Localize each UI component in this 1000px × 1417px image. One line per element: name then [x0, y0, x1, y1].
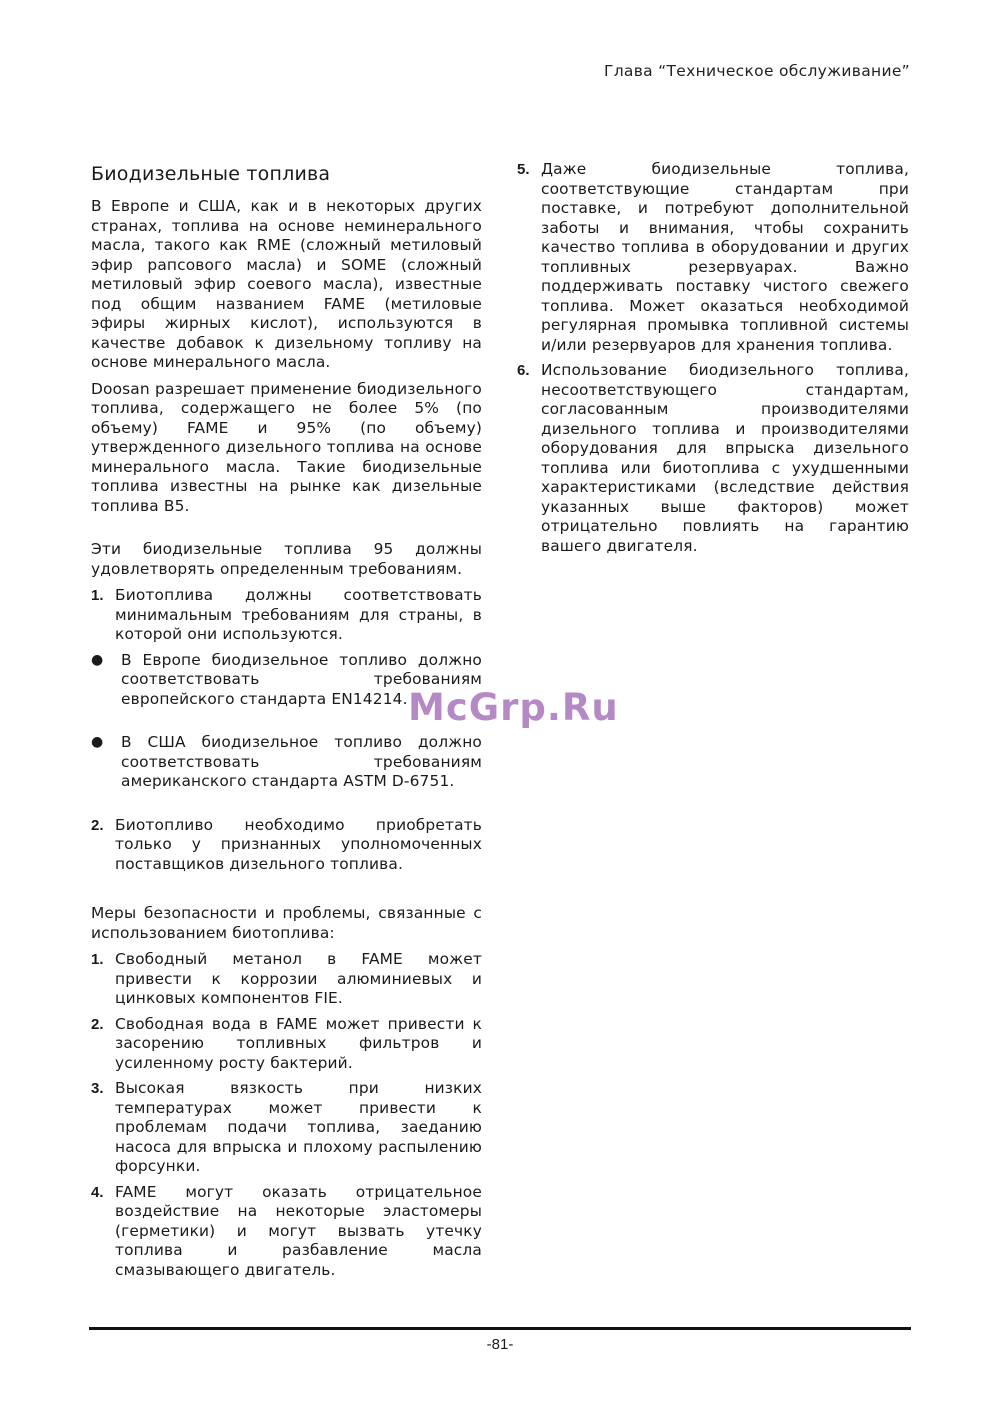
list-number: 1.	[91, 587, 104, 604]
list-text: Биотоплива должны соответствовать минимальным требованиям для страны, в которой они используются.	[115, 586, 482, 643]
list-number: 5.	[517, 161, 530, 178]
list-number: 2.	[91, 1015, 104, 1033]
list-number: 4.	[91, 1183, 104, 1201]
section-title: Биодизельные топлива	[91, 163, 331, 185]
list-text: Биотопливо необходимо приобретать только у признанных уполномоченных поставщиков дизельного топлива.	[115, 815, 482, 873]
chapter-header: Глава “Техническое обслуживание”	[603, 62, 910, 80]
list-item	[91, 1183, 482, 1281]
list-number: 6.	[517, 362, 530, 379]
list-text: Свободный метанол в FAME может привести к коррозии алюминиевых и цинковых компонентов FIE.	[115, 950, 482, 1007]
right-column	[517, 160, 909, 562]
footer-divider	[89, 1327, 911, 1330]
list-number: 3.	[91, 1080, 104, 1097]
list-text: Свободная вода в FAME может привести к засорению топливных фильтров и усиленному росту бактерий.	[115, 1014, 482, 1072]
requirements-intro: Эти биодизельные топлива 95 должны удовлетворять определенным требованиям.	[91, 540, 482, 578]
list-text: Даже биодизельные топлива, соответствующие стандартам при поставке, и потребуют дополнительной заботы и внимания, чтобы сохранить качество топлива в оборудовании и других топливных резервуарах. Важно поддерживать поставку чистого свежего топлива. Может оказаться необходимой регулярная промывка топливной системы и/или резервуаров для хранения топлива.	[541, 160, 909, 354]
list-number: 1.	[91, 951, 104, 968]
list-item	[91, 1079, 482, 1177]
bullet-text: В Европе биодизельное топливо должно соответствовать требованиям европейского стандарта EN14214.	[121, 650, 482, 708]
list-item	[517, 160, 909, 355]
safety-intro: Меры безопасности и проблемы, связанные с использованием биотоплива:	[91, 904, 482, 942]
intro-paragraph: В Европе и США, как и в некоторых других странах, топлива на основе неминерального масла, такого как RME (сложный метиловый эфир рапсового масла) и SOME (сложный метиловый эфир соевого масла), известные под общим названием FAME (метиловые эфиры жирных кислот), используются в качестве добавок к дизельному топливу на основе минерального масла.	[91, 197, 482, 371]
list-item	[517, 361, 909, 556]
list-item	[91, 816, 482, 875]
list-item	[91, 586, 482, 645]
page-number: -81-	[486, 1336, 514, 1353]
bullet-icon: ●	[91, 734, 104, 750]
list-text: Высокая вязкость при низких температурах может привести к проблемам подачи топлива, заеданию насоса для впрыска и плохому распылению форсунки.	[115, 1079, 482, 1175]
watermark: McGrp.Ru	[408, 686, 619, 729]
list-text: FAME могут оказать отрицательное воздействие на некоторые эластомеры (герметики) и могут вызвать утечку топлива и разбавление масла смазывающего двигатель.	[115, 1182, 482, 1279]
list-number: 2.	[91, 816, 104, 834]
bullet-item	[91, 733, 482, 792]
bullet-icon: ●	[91, 651, 104, 668]
bullet-text: В США биодизельное топливо должно соответствовать требованиям американского стандарта ASTM D-6751.	[121, 733, 482, 790]
list-item	[91, 1015, 482, 1074]
doosan-paragraph: Doosan разрешает применение биодизельного топлива, содержащего не более 5% (по объему) FAME и 95% (по объему) утвержденного дизельного топлива на основе минерального масла. Такие биодизельные топлива известны на рынке как дизельные топлива B5.	[91, 379, 482, 515]
list-text: Использование биодизельного топлива, несоответствующего стандартам, согласованным производителями дизельного топлива и производителями оборудования для впрыска дизельного топлива или биотоплива с ухудшенными характеристиками (вследствие действия указанных выше факторов) может отрицательно повлиять на гарантию вашего двигателя.	[541, 361, 909, 555]
list-item	[91, 950, 482, 1009]
